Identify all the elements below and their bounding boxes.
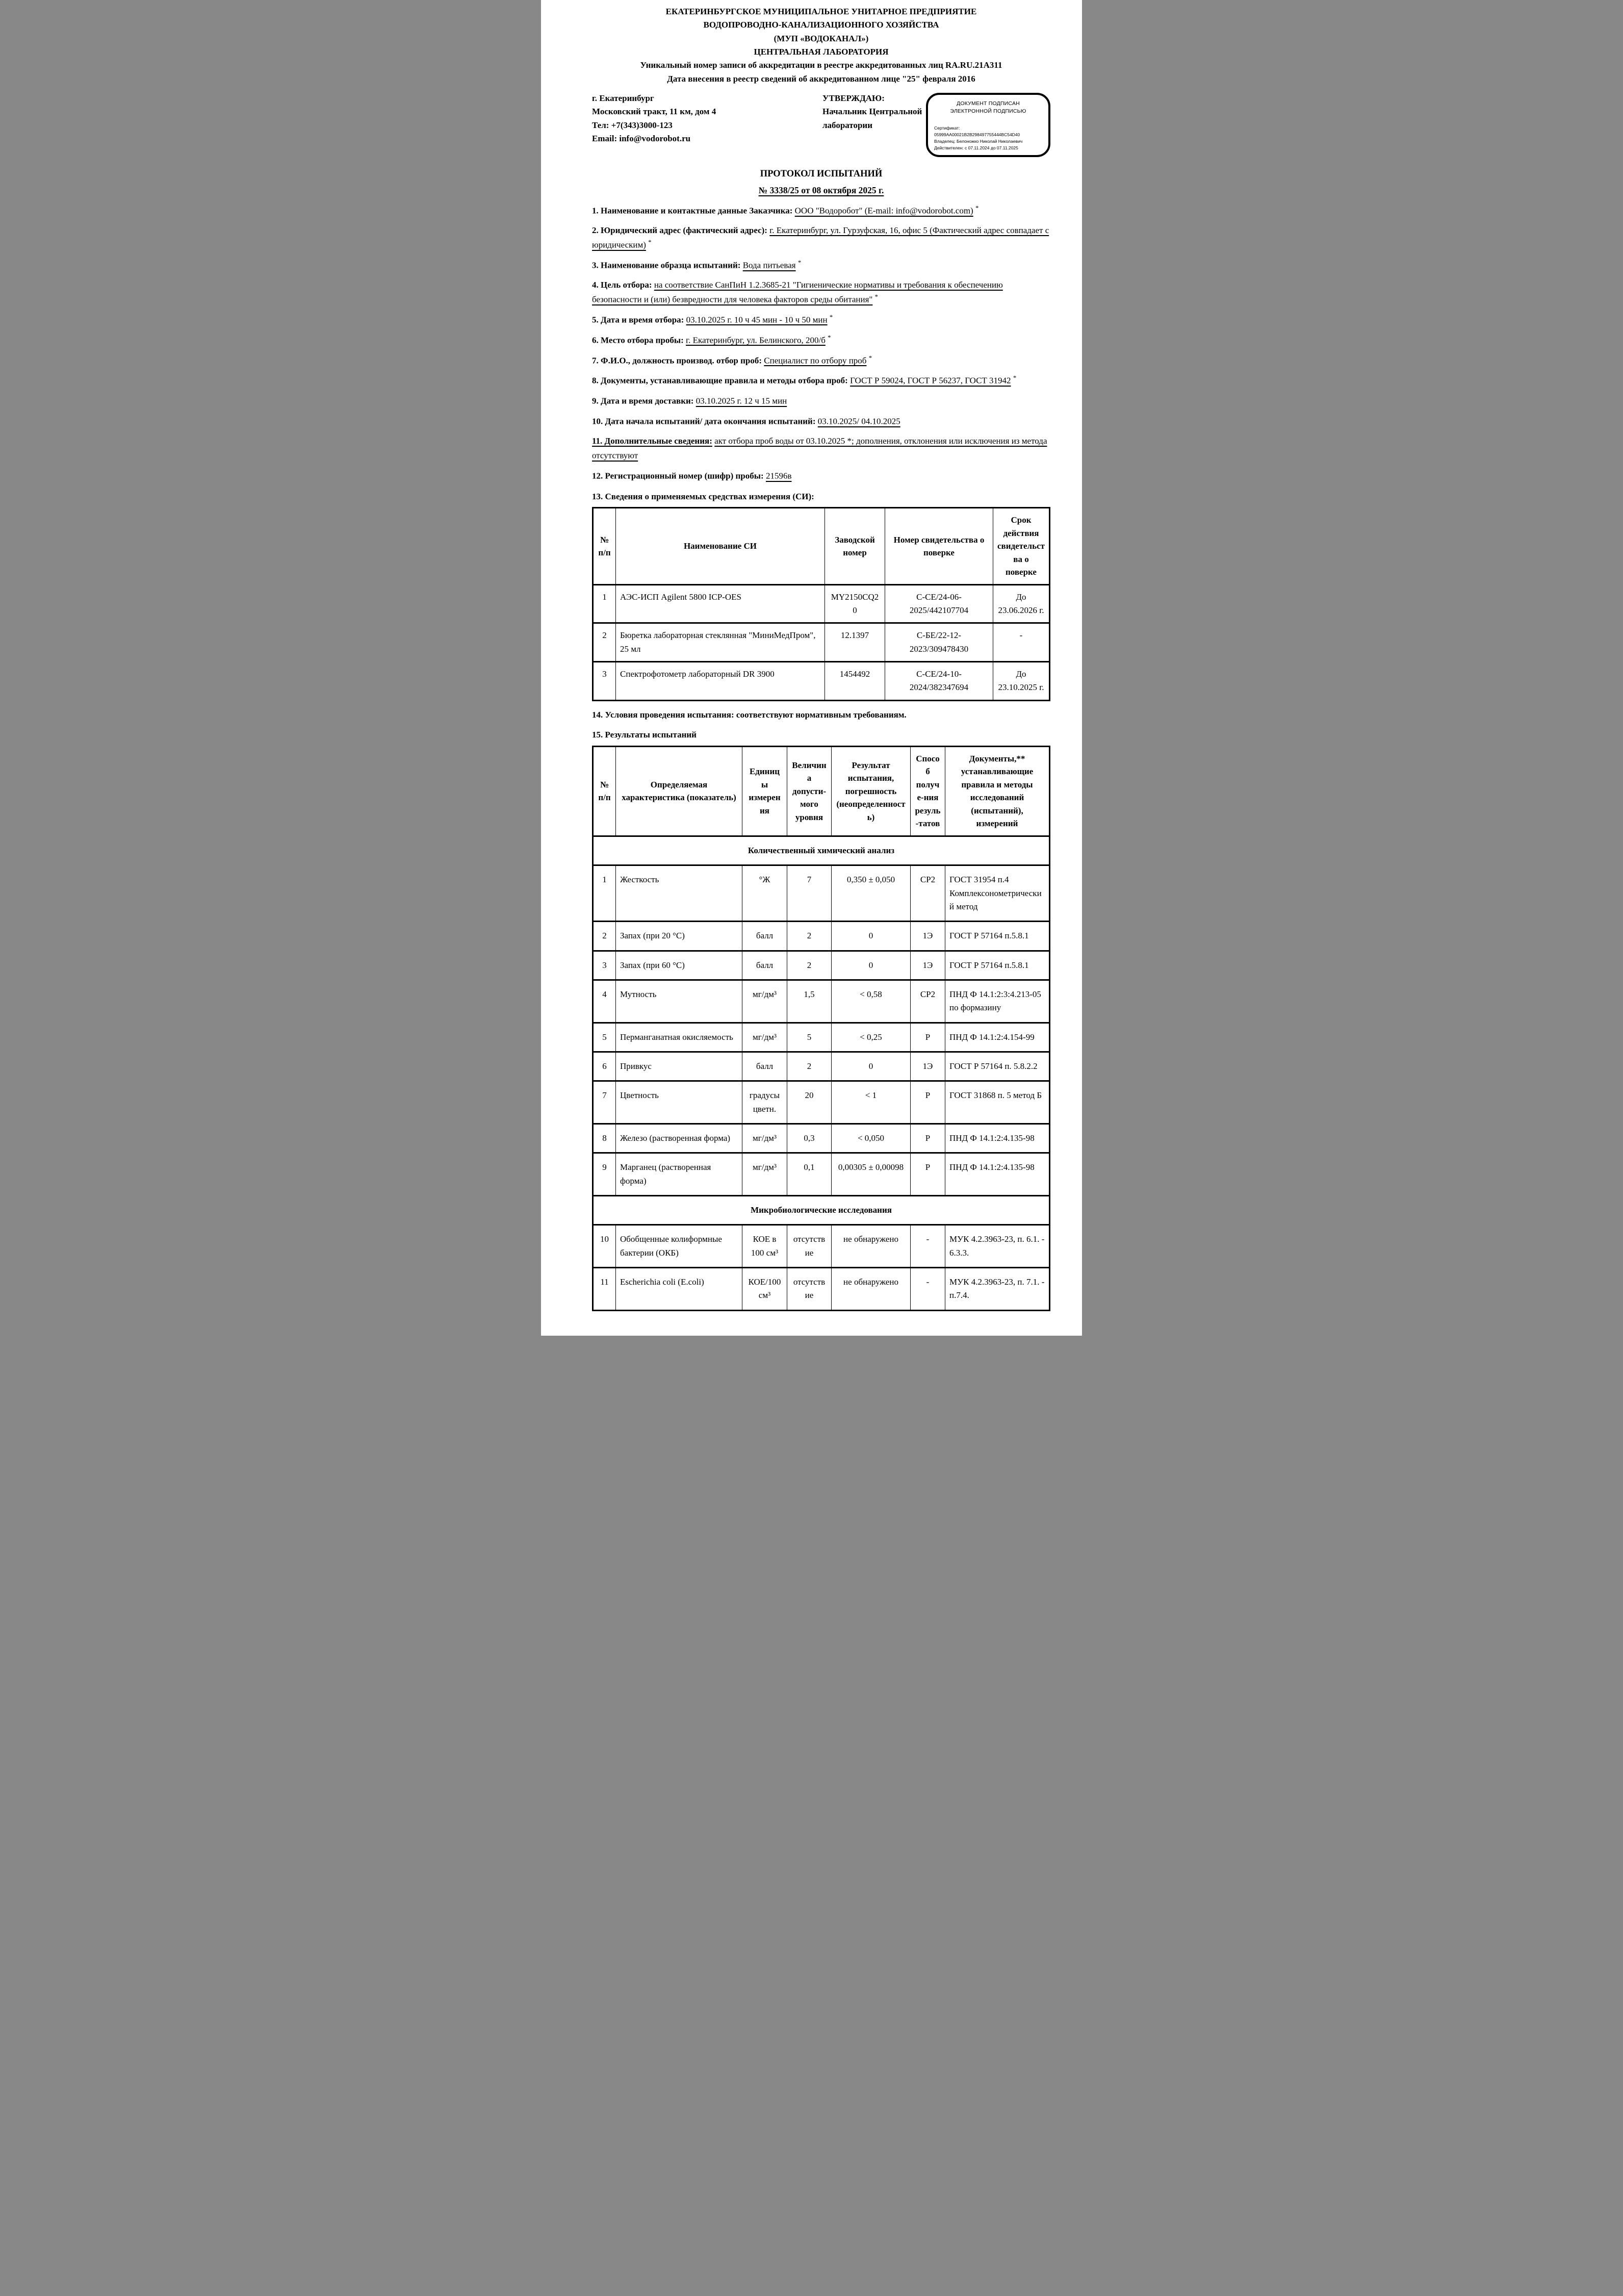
col-header-num: № п/п bbox=[593, 746, 616, 836]
cell-result: 0 bbox=[832, 951, 911, 980]
cell-num: 3 bbox=[593, 951, 616, 980]
field-value: Специалист по отбору проб bbox=[764, 355, 867, 366]
cell-characteristic: Мутность bbox=[616, 980, 742, 1023]
cell-cert-number: С-СЕ/24-10-2024/382347694 bbox=[885, 662, 993, 701]
cell-units: балл bbox=[742, 1052, 787, 1081]
accreditation-number-line: Уникальный номер записи об аккредитации в реестре аккредитованных лиц RA.RU.21А311 bbox=[640, 60, 1002, 70]
table-row bbox=[593, 1153, 1050, 1196]
field-legal-address bbox=[592, 223, 1050, 252]
table-row bbox=[593, 922, 1050, 951]
cell-documents: МУК 4.2.3963-23, п. 6.1. - 6.3.3. bbox=[945, 1225, 1050, 1268]
cell-method-code: СР2 bbox=[911, 980, 945, 1023]
field-label: 5. Дата и время отбора: bbox=[592, 315, 684, 325]
cell-allowed-level: 1,5 bbox=[787, 980, 832, 1023]
col-header-num: № п/п bbox=[593, 508, 616, 585]
field-value: ГОСТ Р 59024, ГОСТ Р 56237, ГОСТ 31942 bbox=[850, 376, 1011, 386]
cell-documents: ГОСТ Р 57164 п.5.8.1 bbox=[945, 951, 1050, 980]
cell-units: мг/дм³ bbox=[742, 1153, 787, 1196]
section-row-microbiology bbox=[593, 1195, 1050, 1224]
protocol-number: № 3338/25 от 08 октября 2025 г. bbox=[758, 185, 884, 195]
cell-serial: 1454492 bbox=[825, 662, 885, 701]
col-header-serial: Заводской номер bbox=[825, 508, 885, 585]
cell-documents: ГОСТ Р 57164 п. 5.8.2.2 bbox=[945, 1052, 1050, 1081]
cell-result: < 0,25 bbox=[832, 1023, 911, 1052]
cell-documents: МУК 4.2.3963-23, п. 7.1. - п.7.4. bbox=[945, 1268, 1050, 1311]
col-header-characteristic: Определяемая характеристика (показатель) bbox=[616, 746, 742, 836]
protocol-fields bbox=[592, 203, 1050, 483]
stamp-certificate: Сертификат: 05999AA00021B2B298497755444BC54D40 bbox=[934, 125, 1020, 138]
field-additional-info bbox=[592, 434, 1050, 463]
col-header-units: Единицы измерения bbox=[742, 746, 787, 836]
digital-signature-stamp bbox=[926, 93, 1050, 157]
table-row bbox=[593, 1052, 1050, 1081]
org-name-line-4: ЦЕНТРАЛЬНАЯ ЛАБОРАТОРИЯ bbox=[754, 47, 889, 57]
cell-result: 0 bbox=[832, 922, 911, 951]
stamp-owner: Владелец: Белоножко Николай Николаевич bbox=[934, 138, 1023, 144]
field-value: г. Екатеринбург, ул. Белинского, 200/б bbox=[686, 335, 826, 345]
cell-cert-validity: - bbox=[993, 623, 1050, 662]
cell-result: 0,350 ± 0,050 bbox=[832, 865, 911, 922]
field-label: 1. Наименование и контактные данные Заказчика: bbox=[592, 206, 793, 216]
si-section-label: 13. Сведения о применяемых средствах измерения (СИ): bbox=[592, 491, 814, 501]
measuring-instruments-table bbox=[592, 507, 1050, 701]
section-row-chemical bbox=[593, 836, 1050, 865]
cell-result: < 0,58 bbox=[832, 980, 911, 1023]
contact-block bbox=[592, 92, 796, 145]
cell-characteristic: Жесткость bbox=[616, 865, 742, 922]
cell-num: 3 bbox=[593, 662, 616, 701]
cell-allowed-level: 2 bbox=[787, 922, 832, 951]
cell-serial: MY2150CQ20 bbox=[825, 584, 885, 623]
cell-characteristic: Привкус bbox=[616, 1052, 742, 1081]
table-row bbox=[593, 1225, 1050, 1268]
cell-documents: ГОСТ 31868 п. 5 метод Б bbox=[945, 1081, 1050, 1124]
si-table-body bbox=[593, 584, 1050, 700]
field-value: 21596в bbox=[765, 471, 792, 481]
cell-num: 1 bbox=[593, 584, 616, 623]
document-page bbox=[541, 0, 1082, 1336]
field-value: на соответствие СанПиН 1.2.3685-21 "Гигиенические нормативы и требования к обеспечению безопасности и (или) безвредности для человека факторов среды обитания" bbox=[592, 279, 1003, 304]
asterisk: * bbox=[975, 205, 979, 212]
field-delivery-datetime bbox=[592, 393, 1050, 408]
field-sampling-purpose bbox=[592, 278, 1050, 307]
table-row bbox=[593, 1124, 1050, 1153]
field-value: г. Екатеринбург, ул. Гурзуфская, 16, офис 5 (Фактический адрес совпадает с юридическим) bbox=[592, 225, 1049, 250]
cell-allowed-level: отсутствие bbox=[787, 1268, 832, 1311]
table-row bbox=[593, 662, 1050, 701]
field-value: ООО "Водоробот" (E-mail: info@vodorobot.com) bbox=[794, 206, 973, 216]
cell-num: 4 bbox=[593, 980, 616, 1023]
cell-num: 5 bbox=[593, 1023, 616, 1052]
field-label: 3. Наименование образца испытаний: bbox=[592, 260, 741, 270]
contact-email: Email: info@vodorobot.ru bbox=[592, 134, 691, 144]
table-header-row bbox=[593, 746, 1050, 836]
cell-result: 0,00305 ± 0,00098 bbox=[832, 1153, 911, 1196]
cell-num: 11 bbox=[593, 1268, 616, 1311]
results-table-header bbox=[593, 746, 1050, 836]
org-name-line-2: ВОДОПРОВОДНО-КАНАЛИЗАЦИОННОГО ХОЗЯЙСТВА bbox=[703, 20, 939, 30]
cell-cert-validity: До 23.10.2025 г. bbox=[993, 662, 1050, 701]
field-sampling-place bbox=[592, 333, 1050, 347]
asterisk: * bbox=[828, 334, 831, 341]
cell-result: не обнаружено bbox=[832, 1225, 911, 1268]
approval-block bbox=[822, 92, 940, 132]
accreditation-date-line: Дата внесения в реестр сведений об аккредитованном лице "25" февраля 2016 bbox=[667, 73, 975, 84]
table-row bbox=[593, 951, 1050, 980]
cell-method-code: 1Э bbox=[911, 922, 945, 951]
cell-allowed-level: 2 bbox=[787, 1052, 832, 1081]
section-title: Микробиологические исследования bbox=[593, 1195, 1050, 1224]
field-label: 11. Дополнительные сведения: bbox=[592, 436, 712, 446]
field-sampling-standards bbox=[592, 373, 1050, 388]
asterisk: * bbox=[868, 354, 872, 362]
cell-allowed-level: 20 bbox=[787, 1081, 832, 1124]
field-label: 12. Регистрационный номер (шифр) пробы: bbox=[592, 471, 764, 481]
cell-num: 10 bbox=[593, 1225, 616, 1268]
cell-documents: ПНД Ф 14.1:2:3:4.213-05 по формазину bbox=[945, 980, 1050, 1023]
cell-num: 2 bbox=[593, 922, 616, 951]
col-header-result: Результат испытания, погрешность (неопределенность) bbox=[832, 746, 911, 836]
stamp-title-line-1: ДОКУМЕНТ ПОДПИСАН bbox=[957, 100, 1020, 107]
test-conditions-line: 14. Условия проведения испытания: соответствуют нормативным требованиям. bbox=[592, 709, 907, 720]
cell-num: 8 bbox=[593, 1124, 616, 1153]
field-label: 7. Ф.И.О., должность производ. отбор проб: bbox=[592, 355, 762, 366]
table-row bbox=[593, 623, 1050, 662]
stamp-validity: Действителен: с 07.11.2024 до 07.11.2025 bbox=[934, 145, 1018, 150]
asterisk: * bbox=[1013, 374, 1017, 382]
col-header-documents: Документы,** устанавливающие правила и методы исследований (испытаний), измерений bbox=[945, 746, 1050, 836]
cell-num: 7 bbox=[593, 1081, 616, 1124]
cell-units: балл bbox=[742, 951, 787, 980]
cell-method-code: - bbox=[911, 1268, 945, 1311]
asterisk: * bbox=[874, 293, 878, 300]
col-header-cert-validity: Срок действия свидетельства о поверке bbox=[993, 508, 1050, 585]
field-sampling-datetime bbox=[592, 312, 1050, 327]
cell-documents: ПНД Ф 14.1:2:4.154-99 bbox=[945, 1023, 1050, 1052]
cell-num: 6 bbox=[593, 1052, 616, 1081]
cell-documents: ПНД Ф 14.1:2:4.135-98 bbox=[945, 1153, 1050, 1196]
cell-characteristic: Запах (при 60 °С) bbox=[616, 951, 742, 980]
field-value: 03.10.2025 г. 10 ч 45 мин - 10 ч 50 мин bbox=[686, 315, 828, 325]
stamp-info bbox=[934, 125, 1042, 151]
cell-method-code: Р bbox=[911, 1153, 945, 1196]
cell-allowed-level: 5 bbox=[787, 1023, 832, 1052]
cell-allowed-level: 2 bbox=[787, 951, 832, 980]
cell-characteristic: Обобщенные колиформные бактерии (ОКБ) bbox=[616, 1225, 742, 1268]
cell-method-code: Р bbox=[911, 1081, 945, 1124]
si-table-header bbox=[593, 508, 1050, 585]
cell-characteristic: Марганец (растворенная форма) bbox=[616, 1153, 742, 1196]
cell-allowed-level: отсутствие bbox=[787, 1225, 832, 1268]
field-test-dates bbox=[592, 414, 1050, 428]
cell-result: < 0,050 bbox=[832, 1124, 911, 1153]
stamp-title-line-2: ЭЛЕКТРОННОЙ ПОДПИСЬЮ bbox=[950, 108, 1026, 114]
top-row bbox=[592, 92, 1050, 162]
cell-cert-number: С-БЕ/22-12-2023/309478430 bbox=[885, 623, 993, 662]
field-value: Вода питьевая bbox=[742, 260, 796, 270]
contact-address: Московский тракт, 11 км, дом 4 bbox=[592, 107, 716, 117]
approval-title: УТВЕРЖДАЮ: bbox=[822, 93, 885, 104]
field-value: 03.10.2025/ 04.10.2025 bbox=[817, 416, 900, 426]
cell-allowed-level: 0,3 bbox=[787, 1124, 832, 1153]
table-row bbox=[593, 1268, 1050, 1311]
cell-result: < 1 bbox=[832, 1081, 911, 1124]
cell-characteristic: Железо (растворенная форма) bbox=[616, 1124, 742, 1153]
field-label: 10. Дата начала испытаний/ дата окончания испытаний: bbox=[592, 416, 816, 426]
cell-cert-number: С-СЕ/24-06-2025/442107704 bbox=[885, 584, 993, 623]
section-title: Количественный химический анализ bbox=[593, 836, 1050, 865]
asterisk: * bbox=[648, 239, 652, 246]
col-header-si-name: Наименование СИ bbox=[616, 508, 825, 585]
field-label: 8. Документы, устанавливающие правила и методы отбора проб: bbox=[592, 376, 848, 386]
cell-method-code: 1Э bbox=[911, 951, 945, 980]
table-row bbox=[593, 1023, 1050, 1052]
cell-num: 9 bbox=[593, 1153, 616, 1196]
field-sampler bbox=[592, 353, 1050, 368]
cell-units: КОЕ в 100 см³ bbox=[742, 1225, 787, 1268]
asterisk: * bbox=[797, 259, 802, 266]
table-row bbox=[593, 1081, 1050, 1124]
cell-num: 2 bbox=[593, 623, 616, 662]
field-sample-name bbox=[592, 258, 1050, 272]
approval-line-1: Начальник Центральной bbox=[822, 107, 922, 117]
protocol-header bbox=[592, 167, 1050, 197]
cell-allowed-level: 7 bbox=[787, 865, 832, 922]
cell-units: мг/дм³ bbox=[742, 980, 787, 1023]
cell-num: 1 bbox=[593, 865, 616, 922]
cell-characteristic: Цветность bbox=[616, 1081, 742, 1124]
col-header-allowed-level: Величина допусти-мого уровня bbox=[787, 746, 832, 836]
cell-cert-validity: До 23.06.2026 г. bbox=[993, 584, 1050, 623]
cell-units: градусы цветн. bbox=[742, 1081, 787, 1124]
contact-city: г. Екатеринбург bbox=[592, 93, 654, 104]
table-row bbox=[593, 980, 1050, 1023]
cell-units: мг/дм³ bbox=[742, 1023, 787, 1052]
table-header-row bbox=[593, 508, 1050, 585]
org-name-line-3: (МУП «ВОДОКАНАЛ») bbox=[774, 33, 869, 43]
cell-result: не обнаружено bbox=[832, 1268, 911, 1311]
stamp-title bbox=[934, 100, 1042, 115]
test-results-table bbox=[592, 746, 1050, 1311]
protocol-title: ПРОТОКОЛ ИСПЫТАНИЙ bbox=[760, 169, 883, 180]
approval-line-2: лаборатории bbox=[822, 120, 872, 130]
cell-method-code: - bbox=[911, 1225, 945, 1268]
cell-characteristic: Escherichia coli (E.coli) bbox=[616, 1268, 742, 1311]
org-name-line-1: ЕКАТЕРИНБУРГСКОЕ МУНИЦИПАЛЬНОЕ УНИТАРНОЕ ПРЕДПРИЯТИЕ bbox=[665, 7, 977, 16]
field-customer bbox=[592, 203, 1050, 218]
field-value: 03.10.2025 г. 12 ч 15 мин bbox=[695, 396, 787, 406]
table-row bbox=[593, 865, 1050, 922]
cell-units: мг/дм³ bbox=[742, 1124, 787, 1153]
table-row bbox=[593, 584, 1050, 623]
cell-documents: ГОСТ Р 57164 п.5.8.1 bbox=[945, 922, 1050, 951]
field-value: акт отбора проб воды от 03.10.2025 *; дополнения, отклонения или исключения из метода отсутствуют bbox=[592, 436, 1047, 461]
cell-si-name: Спектрофотометр лабораторный DR 3900 bbox=[616, 662, 825, 701]
results-section-label: 15. Результаты испытаний bbox=[592, 730, 697, 740]
cell-allowed-level: 0,1 bbox=[787, 1153, 832, 1196]
field-label: 9. Дата и время доставки: bbox=[592, 396, 694, 406]
cell-serial: 12.1397 bbox=[825, 623, 885, 662]
field-label: 4. Цель отбора: bbox=[592, 279, 652, 290]
cell-characteristic: Запах (при 20 °С) bbox=[616, 922, 742, 951]
cell-units: °Ж bbox=[742, 865, 787, 922]
cell-units: КОЕ/100 см³ bbox=[742, 1268, 787, 1311]
asterisk: * bbox=[829, 313, 833, 321]
results-table-body bbox=[593, 836, 1050, 1310]
contact-phone: Тел: +7(343)3000-123 bbox=[592, 120, 673, 130]
cell-characteristic: Перманганатная окисляемость bbox=[616, 1023, 742, 1052]
field-registration-number bbox=[592, 468, 1050, 483]
col-header-method-code: Способ получе-ния резуль-татов bbox=[911, 746, 945, 836]
cell-method-code: 1Э bbox=[911, 1052, 945, 1081]
cell-units: балл bbox=[742, 922, 787, 951]
cell-documents: ПНД Ф 14.1:2:4.135-98 bbox=[945, 1124, 1050, 1153]
cell-method-code: Р bbox=[911, 1124, 945, 1153]
field-label: 2. Юридический адрес (фактический адрес): bbox=[592, 225, 767, 235]
cell-result: 0 bbox=[832, 1052, 911, 1081]
field-label: 6. Место отбора пробы: bbox=[592, 335, 684, 345]
org-header bbox=[592, 5, 1050, 86]
cell-method-code: Р bbox=[911, 1023, 945, 1052]
cell-documents: ГОСТ 31954 п.4 Комплексонометрический метод bbox=[945, 865, 1050, 922]
cell-si-name: АЭС-ИСП Agilent 5800 ICP-OES bbox=[616, 584, 825, 623]
cell-si-name: Бюретка лабораторная стеклянная "МиниМедПром", 25 мл bbox=[616, 623, 825, 662]
cell-method-code: СР2 bbox=[911, 865, 945, 922]
col-header-cert-number: Номер свидетельства о поверке bbox=[885, 508, 993, 585]
